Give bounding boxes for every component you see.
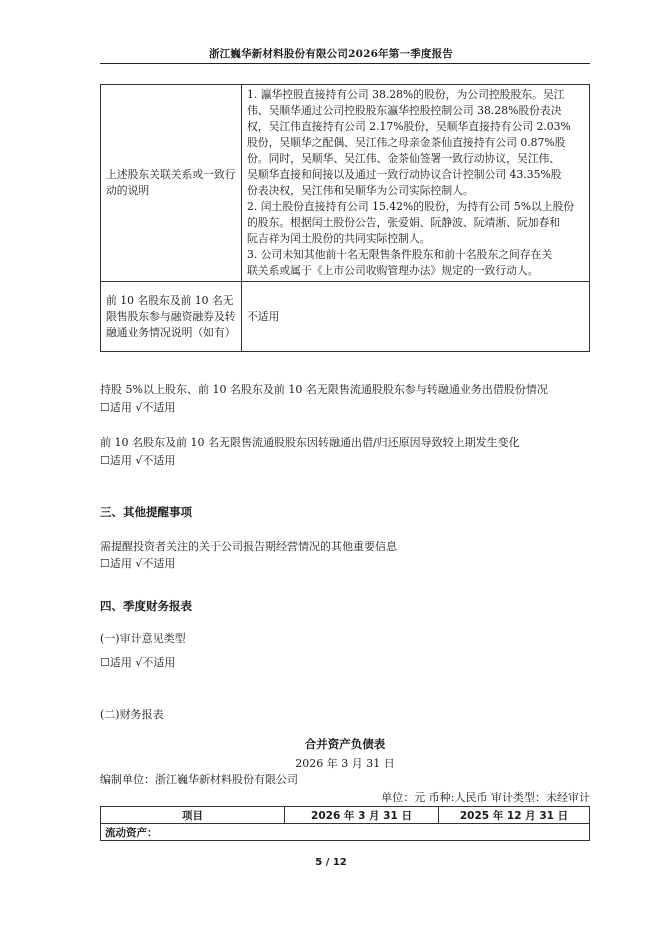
relationship-line: 1. 瀛华控股直接持有公司 38.28%的股份，为公司控股股东。吴江 bbox=[247, 88, 565, 101]
balance-sheet-table bbox=[100, 806, 590, 841]
lending-text: 持股 5%以上股东、前 10 名股东及前 10 名无限售流通股股东参与转融通业务出借股份情况 bbox=[100, 383, 548, 396]
relationship-line: 股份，吴顺华之配偶、吴江伟之母亲金茶仙直接持有公司 0.87%股 bbox=[247, 136, 566, 149]
relationship-line: 伟、吴顺华通过公司控股股东瀛华控股控制公司 38.28%股份表决 bbox=[247, 104, 562, 117]
relationship-line: 3. 公司未知其他前十名无限售条件股东和前十名股东之间存在关 bbox=[247, 248, 553, 261]
table-header-row bbox=[101, 807, 590, 824]
page-header-title: 浙江巍华新材料股份有限公司2026年第一季度报告 bbox=[208, 48, 454, 60]
row-label-margin-trading: 前 10 名股东及前 10 名无限售股东参与融资融券及转融通业务情况说明（如有） bbox=[101, 282, 242, 352]
relationship-line: 份表决权，吴江伟和吴顺华为公司实际控制人。 bbox=[247, 184, 474, 197]
audit-opinion-subtitle: (一)审计意见类型 bbox=[100, 632, 186, 645]
margin-trading-value: 不适用 bbox=[242, 282, 590, 352]
relationship-line: 权，吴江伟直接持有公司 2.17%股份，吴顺华直接持有公司 2.03% bbox=[247, 120, 571, 133]
current-assets-label: 流动资产： bbox=[101, 824, 590, 841]
relationship-description bbox=[242, 85, 590, 282]
section-four-title: 四、季度财务报表 bbox=[100, 599, 192, 613]
relationship-line: 2. 闰土股份直接持有公司 15.42%的股份，为持有公司 5%以上股份 bbox=[247, 200, 575, 213]
relationship-line: 份。同时，吴顺华、吴江伟、金茶仙签署一致行动协议，吴江伟、 bbox=[247, 152, 561, 165]
change-text: 前 10 名股东及前 10 名无限售流通股股东因转融通出借/归还原因导致较上期发生变化 bbox=[100, 436, 520, 449]
financial-statements-subtitle: (二)财务报表 bbox=[100, 708, 164, 721]
header-rule bbox=[100, 63, 590, 64]
unit-currency-line: 单位：元 币种:人民币 审计类型：未经审计 bbox=[381, 791, 590, 804]
column-header-prior: 2025 年 12 月 31 日 bbox=[439, 807, 590, 824]
table-row bbox=[101, 282, 590, 352]
row-label-relationship: 上述股东关联关系或一致行动的说明 bbox=[101, 85, 242, 282]
relationship-line: 的股东。根据闰土股份公告，张爱娟、阮静波、阮靖淅、阮加春和 bbox=[247, 216, 561, 229]
balance-sheet-title: 合并资产负债表 bbox=[304, 737, 386, 751]
shareholder-relationship-table bbox=[100, 84, 590, 352]
section-three-checkbox: ☐适用 √不适用 bbox=[100, 557, 176, 570]
relationship-line: 吴顺华直接和间接以及通过一致行动协议合计控制公司 43.35%股 bbox=[247, 168, 562, 181]
column-header-current: 2026 年 3 月 31 日 bbox=[285, 807, 439, 824]
preparer-line: 编制单位：浙江巍华新材料股份有限公司 bbox=[100, 773, 298, 786]
relationship-line: 联关系或属于《上市公司收购管理办法》规定的一致行动人。 bbox=[247, 264, 539, 277]
table-row bbox=[101, 824, 590, 841]
relationship-line: 阮吉祥为闰土股份的共同实际控制人。 bbox=[247, 232, 431, 245]
relationship-lines bbox=[247, 87, 584, 279]
audit-opinion-checkbox: ☐适用 √不适用 bbox=[100, 656, 176, 669]
change-checkbox: ☐适用 √不适用 bbox=[100, 454, 176, 467]
balance-sheet-date: 2026 年 3 月 31 日 bbox=[295, 757, 395, 770]
page-number: 5 / 12 bbox=[315, 857, 347, 868]
lending-checkbox: ☐适用 √不适用 bbox=[100, 401, 176, 414]
section-three-title: 三、其他提醒事项 bbox=[100, 505, 192, 519]
section-three-text: 需提醒投资者关注的关于公司报告期经营情况的其他重要信息 bbox=[100, 540, 397, 553]
table-row bbox=[101, 85, 590, 282]
column-header-item: 项目 bbox=[101, 807, 285, 824]
